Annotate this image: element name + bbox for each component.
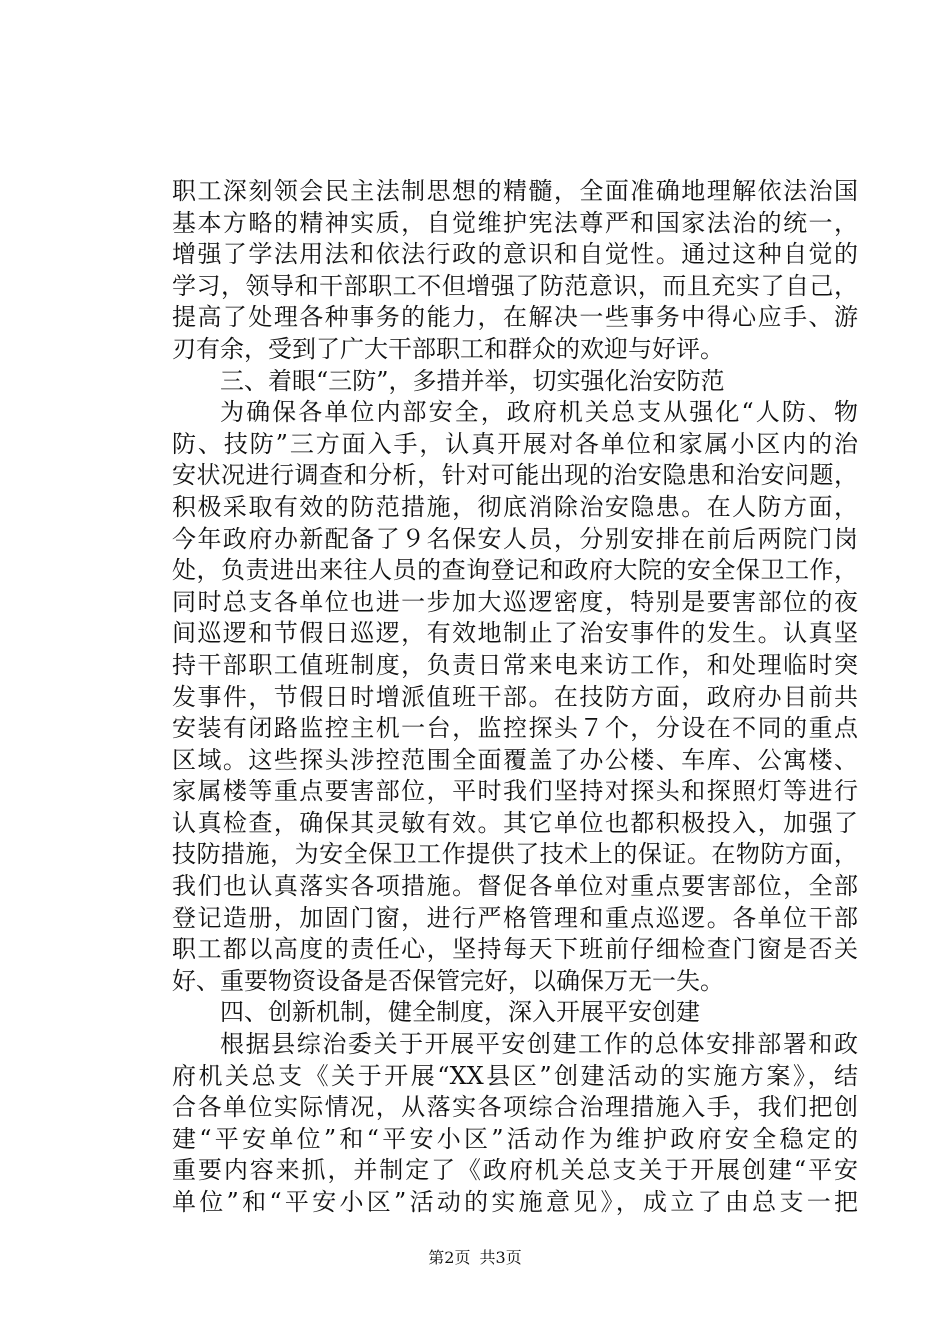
text-line: 建“平安单位”和“平安小区”活动作为维护政府安全稳定的 [172,1124,858,1153]
text-line: 增强了学法用法和依法行政的意识和自觉性。通过这种自觉的 [172,240,858,269]
text-line: 今年政府办新配备了９名保安人员，分别安排在前后两院门岗 [172,524,858,553]
text-line: 基本方略的精神实质，自觉维护宪法尊严和国家法治的统一， [172,208,858,237]
text-line: 同时总支各单位也进一步加大巡逻密度，特别是要害部位的夜 [172,587,858,616]
page-footer [0,1247,950,1269]
text-line: 合各单位实际情况，从落实各项综合治理措施入手，我们把创 [172,1093,858,1122]
text-line: 好、重要物资设备是否保管完好，以确保万无一失。 [172,966,724,995]
document-body [172,176,858,1219]
text-line: 防、技防”三方面入手，认真开展对各单位和家属小区内的治 [172,429,858,458]
page-number: 第2页 [428,1248,471,1267]
text-line: 区域。这些探头涉控范围全面覆盖了办公楼、车库、公寓楼、 [172,745,858,774]
text-line: 安装有闭路监控主机一台，监控探头７个，分设在不同的重点 [172,714,858,743]
text-line: 三、着眼“三防”，多措并举，切实强化治安防范 [220,366,725,395]
text-line: 安状况进行调查和分析，针对可能出现的治安隐患和治安问题， [172,461,858,490]
text-line: 重要内容来抓，并制定了《政府机关总支关于开展创建“平安 [172,1156,858,1185]
text-line: 单位”和“平安小区”活动的实施意见》，成立了由总支一把 [172,1188,858,1216]
text-line: 技防措施，为安全保卫工作提供了技术上的保证。在物防方面， [172,840,858,869]
text-line: 四、创新机制，健全制度，深入开展平安创建 [220,998,700,1027]
text-line: 持干部职工值班制度，负责日常来电来访工作，和处理临时突 [172,650,858,679]
text-line: 积极采取有效的防范措施，彻底消除治安隐患。在人防方面， [172,492,858,521]
text-line: 发事件，节假日时增派值班干部。在技防方面，政府办目前共 [172,682,858,711]
text-line: 根据县综治委关于开展平安创建工作的总体安排部署和政 [220,1030,858,1059]
text-line: 学习，领导和干部职工不但增强了防范意识，而且充实了自己， [172,271,858,300]
text-line: 登记造册，加固门窗，进行严格管理和重点巡逻。各单位干部 [172,903,858,932]
text-line: 职工都以高度的责任心，坚持每天下班前仔细检查门窗是否关 [172,935,858,964]
text-line: 提高了处理各种事务的能力，在解决一些事务中得心应手、游 [172,303,858,332]
page-total: 共3页 [479,1248,522,1267]
text-line: 间巡逻和节假日巡逻，有效地制止了治安事件的发生。认真坚 [172,619,858,648]
text-line: 家属楼等重点要害部位，平时我们坚持对探头和探照灯等进行 [172,777,858,806]
text-line: 我们也认真落实各项措施。督促各单位对重点要害部位，全部 [172,872,858,901]
text-line: 职工深刻领会民主法制思想的精髓，全面准确地理解依法治国 [172,177,858,205]
text-line: 刃有余，受到了广大干部职工和群众的欢迎与好评。 [172,334,724,363]
text-line: 为确保各单位内部安全，政府机关总支从强化“人防、物 [220,398,858,427]
text-line: 认真检查，确保其灵敏有效。其它单位也都积极投入，加强了 [172,808,858,837]
text-line: 处，负责进出来往人员的查询登记和政府大院的安全保卫工作， [172,556,858,585]
text-line: 府机关总支《关于开展“XX县区”创建活动的实施方案》，结 [172,1061,858,1090]
